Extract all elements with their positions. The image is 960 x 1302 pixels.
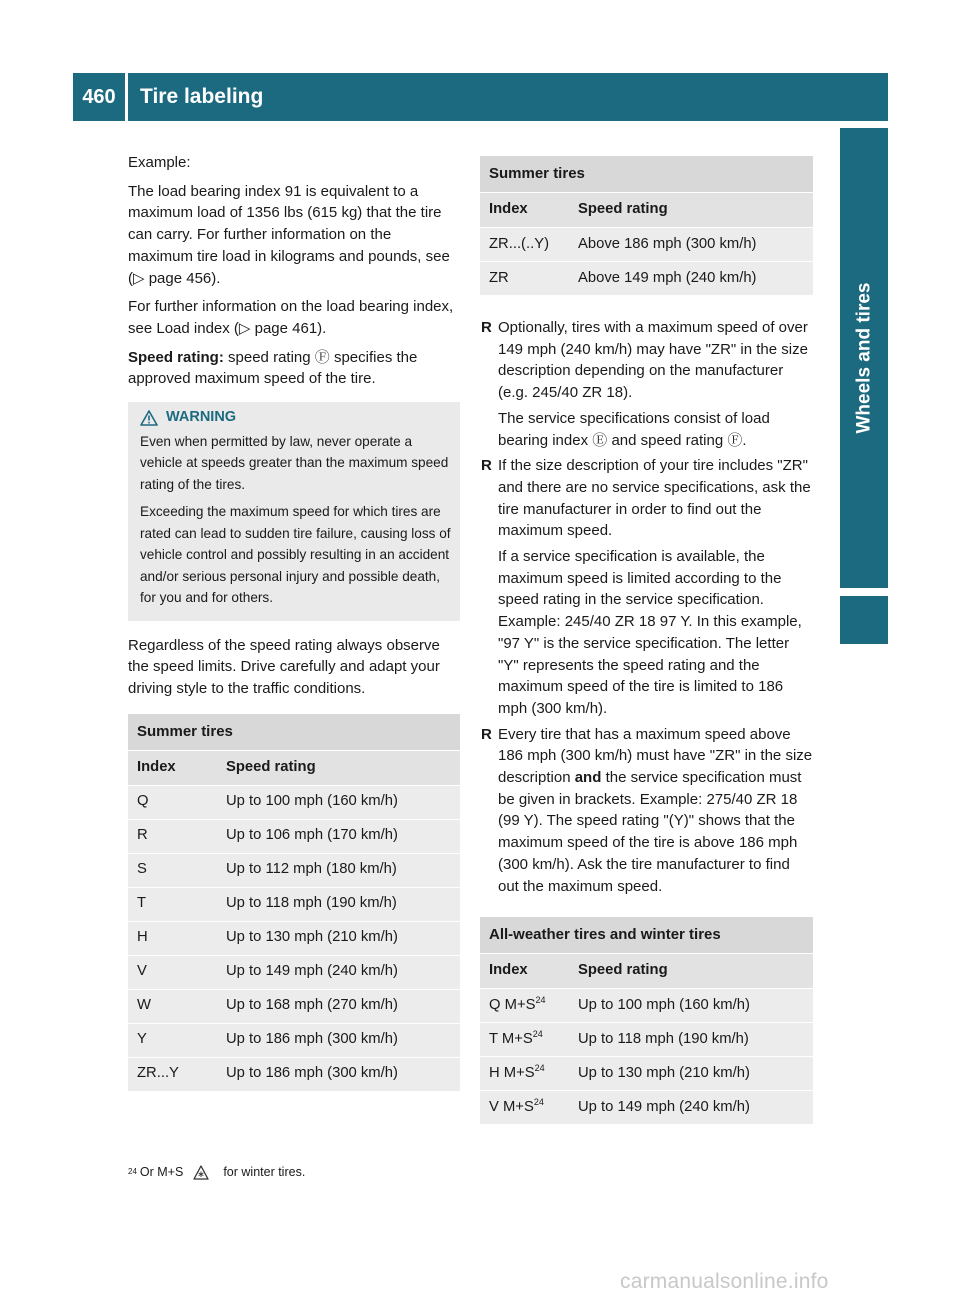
cell-index-text: Q M+S [489,996,536,1013]
bullet3-post: the service specification must be given in brackets. Example: 275/40 ZR 18 (99 Y). The speed rating "(Y)" shows that the maximum speed of the tire is above 186 mph (300 km/h). Ask the tire manufacturer to find out the maximum speed. [498,769,802,895]
speed-rating-paragraph [128,347,460,390]
cell-index: ZR...(..Y) [480,228,569,262]
regardless-paragraph: Regardless of the speed rating always observe the speed limits. Drive carefully and adapt your driving style to the traffic conditions. [128,636,440,697]
table-row [128,955,460,989]
cell-index: ZR [480,262,569,296]
footnote-ref: 24 [533,1097,544,1107]
speed-rating-post: specifies the approved maximum speed of the tire. [128,348,418,388]
callout-6-icon: Ⓕ [314,348,330,366]
cell-index: V [128,955,217,989]
bullet-icon: R [481,319,492,336]
cell-index: ZR...Y [128,1057,217,1091]
bullet1-end: . [742,431,747,449]
right-column [480,156,813,1124]
column-header-index: Index [480,954,569,989]
table-row [128,785,460,819]
bullet-icon: R [481,457,492,475]
footnote-ref: 24 [532,1029,543,1039]
cell-speed: Up to 118 mph (190 km/h) [569,1023,813,1057]
cell-index: S [128,853,217,887]
table-row [480,989,813,1023]
cell-index: R [128,819,217,853]
list-item [480,317,813,451]
cell-index-text: V M+S [489,1098,534,1115]
cell-speed: Up to 112 mph (180 km/h) [217,853,460,887]
bullet2-text-1: If the size description of your tire includes "ZR" and there are no service specifications, ask the tire manufacturer in order to find out the maximum speed. [498,457,811,540]
column-header-speed: Speed rating [569,954,813,989]
table-row [480,1023,813,1057]
cell-index-text: H M+S [489,1064,535,1081]
table-title: Summer tires [128,714,460,751]
cell-speed: Up to 130 mph (210 km/h) [569,1057,813,1091]
table-title: All-weather tires and winter tires [480,917,813,954]
cell-index: Y [128,1023,217,1057]
cell-speed: Up to 149 mph (240 km/h) [217,955,460,989]
cell-index: T [128,887,217,921]
cell-index: H [128,921,217,955]
table-header-row [128,750,460,785]
speed-rating-label: Speed rating: [128,348,224,366]
bullet-list [480,317,813,897]
bullet1-mid: and speed rating [611,431,724,449]
table-row [128,819,460,853]
cell-speed: Up to 106 mph (170 km/h) [217,819,460,853]
cell-index [480,989,569,1023]
table-row [480,262,813,296]
cell-speed: Up to 118 mph (190 km/h) [217,887,460,921]
footnote-pre: Or M+S [139,1165,184,1179]
bullet1-text-1: Optionally, tires with a maximum speed of over 149 mph (240 km/h) may have "ZR" in the size description depending on the manufacturer (e.g. 245/40 ZR 18). [498,319,808,402]
load-index-more-paragraph: For further information on the load bearing index, see Load index (▷ page 461). [128,298,454,337]
summer-tires-table [128,714,460,1091]
page-header [73,73,888,121]
cell-speed: Up to 100 mph (160 km/h) [569,989,813,1023]
callout-5-icon: Ⓔ [592,431,608,449]
column-header-speed: Speed rating [569,193,813,228]
table-row [128,989,460,1023]
bullet1-text-2 [498,408,813,451]
table-row [128,853,460,887]
bullet1-pre: The service specifications consist of load bearing index [498,409,770,449]
list-item [480,724,813,898]
list-item [480,455,813,719]
summer-tires-zr-table [480,156,813,295]
side-tab-marker [840,596,888,644]
page-title: Tire labeling [140,85,264,108]
section-side-tab [840,128,888,588]
cell-index: W [128,989,217,1023]
column-header-index: Index [128,750,217,785]
cell-speed: Up to 149 mph (240 km/h) [569,1091,813,1125]
watermark: carmanualsonline.info [620,1270,829,1293]
warning-box [128,402,460,621]
warning-header [140,407,452,429]
cell-index [480,1091,569,1125]
cell-speed: Above 149 mph (240 km/h) [569,262,813,296]
table-title: Summer tires [480,156,813,193]
table-row [128,921,460,955]
bullet3-pre: Every tire that has a maximum speed above 186 mph (300 km/h) must have "ZR" in the size description [498,725,813,787]
table-row [128,1023,460,1057]
warning-text-2: Exceeding the maximum speed for which tires are rated can lead to sudden tire failure, causing loss of vehicle control and possibly resulting in an accident and/or serious personal injury and possible death, for you and for others. [140,504,451,606]
example-label: Example: [128,154,191,171]
table-row [128,887,460,921]
left-column [128,152,460,1107]
table-row [480,1091,813,1125]
snowflake-mountain-icon [193,1164,209,1180]
footnote-post: for winter tires. [223,1165,306,1179]
section-side-tab-label: Wheels and tires [853,282,874,434]
winter-tires-table [480,917,813,1124]
bullet3-text [498,724,813,898]
cell-index [480,1023,569,1057]
warning-title: WARNING [166,409,237,426]
cell-speed: Up to 186 mph (300 km/h) [217,1057,460,1091]
table-header-row [480,193,813,228]
cell-speed: Up to 168 mph (270 km/h) [217,989,460,1023]
bullet2-text-2: If a service specification is available, the maximum speed is limited according to the speed rating in the service specification. Example: 245/40 ZR 18 97 Y. In this example, "97 Y" is the service specification. The letter "Y" represents the speed rating and the maximum speed of the tire is limited to 186 mph (300 km/h). [498,548,802,717]
page-number: 460 [82,85,116,108]
cell-index: Q [128,785,217,819]
column-header-index: Index [480,193,569,228]
footnote-ref: 24 [534,1063,545,1073]
speed-rating-pre: speed rating [228,348,311,366]
cell-speed: Up to 130 mph (210 km/h) [217,921,460,955]
table-row [480,228,813,262]
cell-index [480,1057,569,1091]
table-row [128,1057,460,1091]
warning-text-1: Even when permitted by law, never operate a vehicle at speeds greater than the maximum speed rating of the tires. [140,433,449,492]
footnote-ref: 24 [535,995,546,1005]
callout-6-icon: Ⓕ [727,431,743,449]
cell-index-text: T M+S [489,1030,533,1047]
cell-speed: Up to 100 mph (160 km/h) [217,785,460,819]
bullet-icon: R [481,725,492,743]
cell-speed: Above 186 mph (300 km/h) [569,228,813,262]
footnote: 24 Or M+S for winter tires. [128,1165,306,1179]
table-header-row [480,954,813,989]
cell-speed: Up to 186 mph (300 km/h) [217,1023,460,1057]
bullet3-bold: and [574,769,602,787]
load-index-paragraph: The load bearing index 91 is equivalent to a maximum load of 1356 lbs (615 kg) that the tire can carry. For further information on the maximum tire load in kilograms and pounds, see (▷ page 456). [128,182,450,287]
warning-triangle-icon [140,410,158,426]
column-header-speed: Speed rating [217,750,460,785]
table-row [480,1057,813,1091]
